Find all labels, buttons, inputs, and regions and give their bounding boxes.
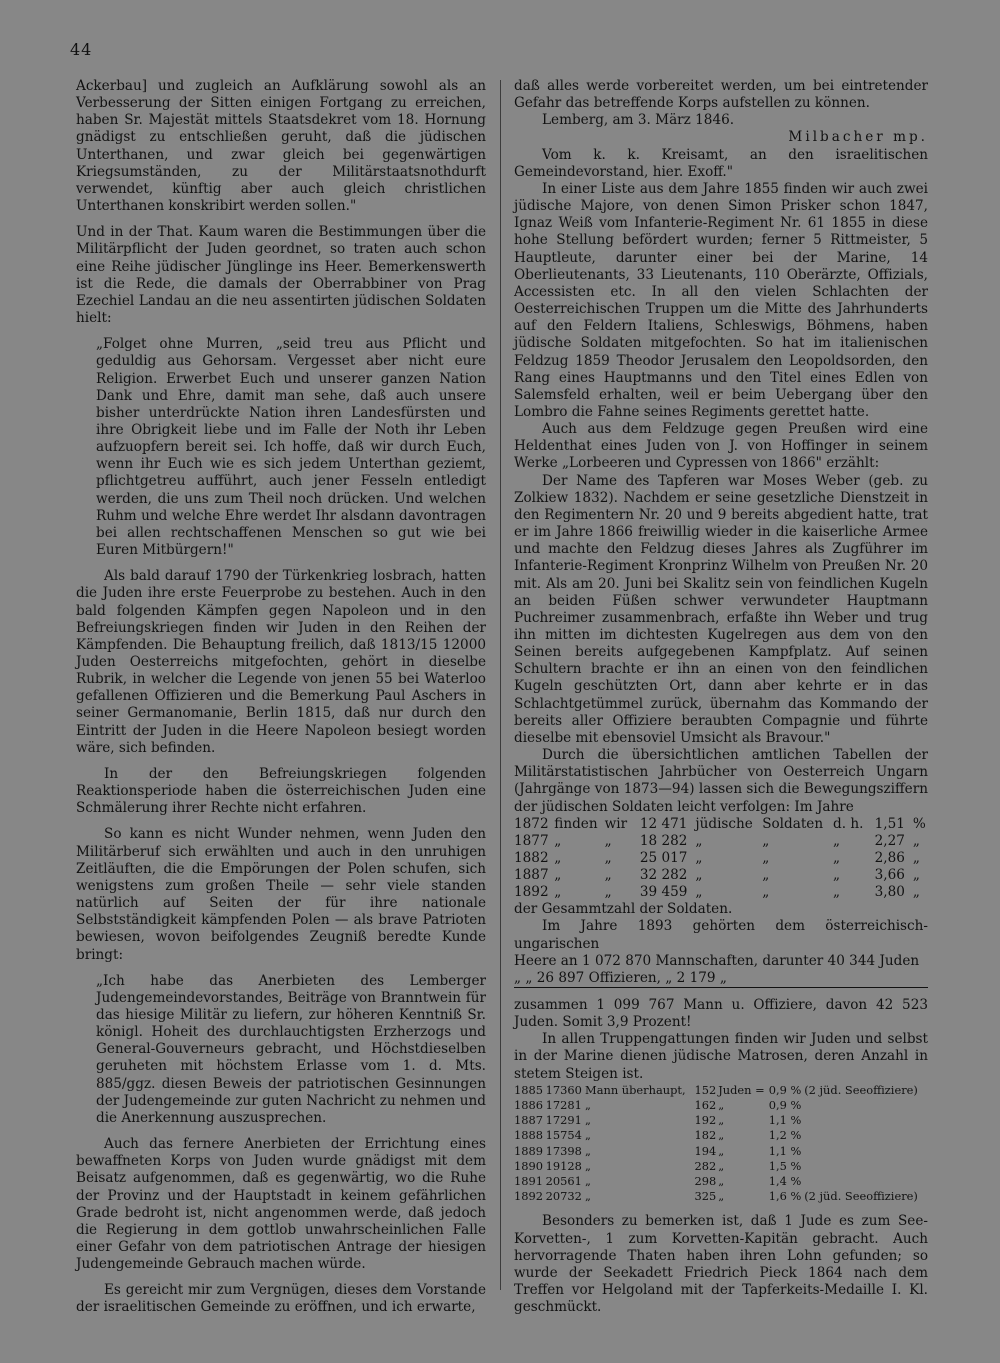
table-cell bbox=[804, 1159, 928, 1174]
table-cell bbox=[804, 1113, 928, 1128]
marine-row bbox=[514, 1098, 928, 1113]
table-cell: 1892 bbox=[514, 1189, 543, 1204]
table-cell: „ bbox=[585, 1173, 591, 1188]
table-cell: jüdische bbox=[695, 815, 753, 832]
table-cell: 17291 bbox=[545, 1113, 582, 1128]
table-cell: „ bbox=[833, 849, 841, 866]
table-cell: finden bbox=[554, 815, 598, 832]
paragraph: Durch die übersichtlichen amtlichen Tabellen der Militärstatistischen Jahrbücher von Oesterreich Ungarn (Jahrgänge von 1873—94) lassen sich die Bewegungsziffern der jüdischen Soldaten leicht verfolgen: Im Jahre bbox=[514, 747, 928, 815]
table-cell: „ bbox=[695, 832, 703, 849]
table-cell: „ bbox=[718, 1158, 725, 1173]
table-cell: 1,2 % bbox=[768, 1128, 802, 1143]
table-cell: 1885 bbox=[514, 1082, 543, 1097]
table-cell: „ bbox=[695, 849, 703, 866]
table-cell: „ bbox=[833, 867, 841, 883]
quote-letter: „Ich habe das Anerbieten des Lemberger Judengemeindevorstandes, Beiträge von Branntwein für das hiesige Militär zu liefern, zur höheren Kenntniß Sr. königl. Hoheit des durchlauchtigsten Erzherzogs und General-Gouverneurs gebracht, und Höchstdieselben geruheten mit höchstem Erlasse vom 1. d. Mts. 885/ggz. diesen Beweis der patriotischen Gesinnungen der Judengemeinde zur guten Nachricht zu nehmen und die Anerkennung auszusprechen. bbox=[96, 972, 486, 1126]
table-cell: „ bbox=[604, 884, 612, 901]
table-cell: „ bbox=[912, 832, 920, 849]
quote-letter-cont: Auch das fernere Anerbieten der Errichtung eines bewaffneten Korps von Juden wurde gnädigst mit dem Beisatz aufgenommen, daß es gegenwärtig, wo die Ruhe der Provinz und der Hauptstadt in keinem gefährlichen Grade bedroht ist, nicht angenommen werde, daß jedoch die Regierung in dem gottlob unwahrscheinlichen Falle einer Gefahr von dem patriotischen Antrage der hiesigen Judengemeinde Gebrauch machen würde. bbox=[76, 1136, 486, 1273]
paragraph: Der Name des Tapferen war Moses Weber (geb. zu Zolkiew 1832). Nachdem er seine gesetzliche Dienstzeit in den Regimentern Nr. 20 und 9 bereits abgedient hatte, trat er im Jahre 1866 freiwillig wieder in die kaiserliche Armee und machte den Feldzug dieses Jahres als Zugführer im Infanterie-Regiment Kronprinz Wilhelm von Preußen Nr. 20 mit. Als am 20. Juni bei Skalitz sein von feindlichen Kugeln an beiden Füßen schwer verwundeter Hauptmann Puchreimer zusammenbrach, erfaßte ihn Weber und trug ihn mitten im dichtesten Kugelregen aus dem von den Seinen bereits aufgegebenen Kampfplatz. Auf seinen Schultern brachte er ihn an einen von den feindlichen Kugeln geschützten Ort, dann aber kehrte er in das Schlachtgetümmel zurück, übernahm das Kommando der bereits aller Offiziere beraubten Compagnie und führte dieselbe mit ebensoviel Umsicht als Bravour." bbox=[514, 472, 928, 746]
table-cell: „ bbox=[762, 832, 770, 849]
paragraph: Als bald darauf 1790 der Türkenkrieg losbrach, hatten die Juden ihre erste Feuerprobe zu bestehen. Auch in den bald folgenden Kämpfen gegen Napoleon und in den Befreiungskriegen finden wir Juden in den Reihen der Kämpfenden. Die Behauptung freilich, daß 1813/15 12000 Juden Oesterreichs mitgefochten, gehört in dieselbe Rubrik, in welcher die Legende von jenen 55 bei Waterloo gefallenen Offizieren und die Bemerkung Paul Aschers in seiner Germanomanie, Berlin 1815, daß nur durch den Eintritt der Juden in die Heere Napoleon besiegt worden wäre, sich befinden. bbox=[76, 568, 486, 756]
table-cell: % bbox=[912, 815, 926, 832]
table-cell: 1882 bbox=[514, 849, 549, 866]
table-cell: „ bbox=[585, 1113, 591, 1128]
table-cell: 182 bbox=[694, 1128, 717, 1143]
table-cell: Soldaten bbox=[762, 815, 824, 832]
table-cell: 3,80 bbox=[874, 884, 905, 901]
table-cell: 1,5 % bbox=[768, 1158, 802, 1173]
army-1893-line: Im Jahre 1893 gehörten dem österreichisch-ungarischen bbox=[514, 918, 928, 952]
left-column bbox=[76, 78, 486, 1317]
table-cell: „ bbox=[585, 1158, 591, 1173]
table-cell: „ bbox=[718, 1173, 725, 1188]
table-cell: 3,66 bbox=[874, 867, 905, 883]
table-cell: 39 459 bbox=[639, 884, 688, 901]
table-cell bbox=[804, 1128, 928, 1143]
table-cell: 162 bbox=[694, 1097, 717, 1112]
table-cell: 0,9 % bbox=[768, 1097, 802, 1112]
table-cell: 19128 bbox=[545, 1158, 582, 1173]
quote-landau: „Folget ohne Murren, „seid treu aus Pflicht und geduldig aus Gehorsam. Vergesset aber nicht eure Religion. Erwerbet Euch und unserer ganzen Nation Dank und Ehre, damit man sehe, daß auch unsere bisher unterdrückte Nation ihren Landesfürsten und ihre Obrigkeit liebe und im Falle der Noth ihr Leben aufzuopfern bereit sei. Ich hoffe, daß wir durch Euch, wenn ihr Euch wie es sich jedem Unterthan geziemt, pflichtgetreu aufführt, auch jener Fesseln entledigt werden, die uns zum Theil noch drücken. Und welchen Ruhm und welche Ehre werdet Ihr alsdann davontragen bei allen rechtschaffenen Menschen so gut wie bei Euren Mitbürgern!" bbox=[96, 336, 486, 559]
table-cell: 2,86 bbox=[874, 849, 905, 866]
table-cell: 194 bbox=[694, 1143, 717, 1158]
stats-row bbox=[514, 833, 928, 850]
table-cell: 1890 bbox=[514, 1158, 543, 1173]
paragraph: In einer Liste aus dem Jahre 1855 finden wir auch zwei jüdische Majore, von denen Simon Prisker schon 1847, Ignaz Weiß vom Infanterie-Regiment Nr. 61 1855 in diese hohe Stellung befördert wurden; ferner 5 Rittmeister, 5 Hauptleute, darunter einer bei der Marine, 14 Oberlieutenants, 33 Lieutenants, 110 Oberärzte, Offizials, Accessisten etc. In all den vielen Schlachten der Oesterreichischen Truppen um die Mitte des Jahrhunderts auf den Feldern Italiens, Schleswigs, Böhmens, haben jüdische Soldaten mitgefochten. So hat im italienischen Feldzug 1859 Theodor Jerusalem den Leopoldsorden, den Rang eines Hauptmanns und den Titel eines Edlen von Salemsfeld erhalten, weil er beim Uebergang über den Lombro die Fahne seines Regiments gerettet hatte. bbox=[514, 180, 928, 420]
soldier-stats-table bbox=[514, 816, 928, 901]
table-cell: 1888 bbox=[514, 1128, 543, 1143]
table-cell: „ bbox=[695, 884, 703, 901]
table-cell: „ bbox=[585, 1128, 591, 1143]
stats-row bbox=[514, 867, 928, 884]
quote-letter-cont: Es gereicht mir zum Vergnügen, dieses dem Vorstande der israelitischen Gemeinde zu eröffnen, und ich erwarte, bbox=[76, 1282, 486, 1316]
table-cell: „ bbox=[695, 867, 703, 883]
paragraph: der Gesammtzahl der Soldaten. bbox=[514, 901, 733, 918]
table-cell bbox=[804, 1144, 928, 1159]
stats-row bbox=[514, 884, 928, 901]
paragraph: daß alles werde vorbereitet werden, um bei eintretender Gefahr das betreffende Korps aufstellen zu können. bbox=[514, 78, 928, 112]
stats-row bbox=[514, 816, 928, 833]
table-cell: 17398 bbox=[545, 1143, 582, 1158]
table-cell: „ bbox=[833, 884, 841, 901]
dateline: Lemberg, am 3. März 1846. bbox=[542, 112, 735, 129]
marine-row bbox=[514, 1189, 928, 1204]
table-cell: 1877 bbox=[514, 832, 549, 849]
table-cell: 325 bbox=[694, 1189, 717, 1204]
table-cell: „ bbox=[554, 832, 562, 849]
table-cell: 2,27 bbox=[874, 832, 905, 849]
table-cell: „ bbox=[554, 849, 562, 866]
table-cell: „ bbox=[718, 1097, 725, 1112]
table-cell: 32 282 bbox=[639, 867, 688, 883]
table-cell: Mann überhaupt, bbox=[585, 1082, 686, 1097]
table-cell: „ bbox=[762, 867, 770, 883]
table-cell: 15754 bbox=[545, 1128, 582, 1143]
table-cell: 1889 bbox=[514, 1143, 543, 1158]
table-cell: 298 bbox=[694, 1173, 717, 1188]
table-cell: (2 jüd. Seeoffiziere) bbox=[804, 1082, 918, 1097]
table-cell: „ bbox=[604, 849, 612, 866]
table-cell: 25 017 bbox=[639, 849, 688, 866]
table-cell bbox=[804, 1098, 928, 1113]
table-cell: 1892 bbox=[514, 884, 549, 901]
marine-row bbox=[514, 1174, 928, 1189]
paragraph: Auch aus dem Feldzuge gegen Preußen wird eine Heldenthat eines Juden von J. von Hoffinger in seinem Werke „Lorbeeren und Cypressen von 1866" erzählt: bbox=[514, 421, 928, 472]
table-cell: 1872 bbox=[514, 815, 549, 832]
table-cell: d. h. bbox=[833, 815, 864, 832]
table-cell: 282 bbox=[694, 1158, 717, 1173]
army-1893-line: Heere an 1 072 870 Mannschaften, darunter 40 344 Juden bbox=[514, 952, 920, 969]
table-cell: 0,9 % bbox=[768, 1082, 802, 1097]
table-cell: (2 jüd. Seeoffiziere) bbox=[804, 1189, 918, 1204]
table-cell: „ bbox=[833, 832, 841, 849]
table-cell: 17360 bbox=[545, 1082, 582, 1097]
table-cell: wir bbox=[604, 815, 628, 832]
page-number: 44 bbox=[70, 40, 93, 59]
table-cell: 1,6 % bbox=[768, 1189, 802, 1204]
column-divider bbox=[500, 80, 501, 1290]
table-cell: „ bbox=[604, 867, 612, 883]
paragraph: In der den Befreiungskriegen folgenden Reaktionsperiode haben die österreichischen Juden eine Schmälerung ihrer Rechte nicht erfahren. bbox=[76, 765, 486, 817]
paragraph: Besonders zu bemerken ist, daß 1 Jude es zum See-Korvetten-, 1 zum Korvetten-Kapitän gebracht. Auch hervorragende Thaten haben ihren Lohn gefunden; so wurde der Seekadett Friedrich Pieck 1864 nach dem Treffen vor Helgoland mit der Tapferkeits-Medaille I. Kl. geschmückt. bbox=[514, 1213, 928, 1316]
table-cell: 18 282 bbox=[639, 832, 688, 849]
table-cell: „ bbox=[718, 1128, 725, 1143]
paragraph: So kann es nicht Wunder nehmen, wenn Juden den Militärberuf sich erwählten und auch in den unruhigen Zeitläuften, die die Empörungen der Polen schufen, sich wenigstens zum großen Theile — sehr viele standen natürlich auf Seiten der für ihre nationale Selbstständigkeit kämpfenden Polen — als brave Patrioten bewiesen, wovon beifolgendes Zeugniß beredte Kunde bringt: bbox=[76, 826, 486, 963]
table-cell: 20732 bbox=[545, 1189, 582, 1204]
table-cell: 1,1 % bbox=[768, 1143, 802, 1158]
paragraph: Und in der That. Kaum waren die Bestimmungen über die Militärpflicht der Juden geordnet, so traten auch schon eine Reihe jüdischer Jünglinge ins Heer. Bemerkenswerth ist die Rede, die damals der Oberrabbiner von Prag Ezechiel Landau an die neu assentirten jüdischen Soldaten hielt: bbox=[76, 224, 486, 327]
paragraph: Ackerbau] und zugleich an Aufklärung sowohl als an Verbesserung der Sitten einigen Fortgang zu erreichen, haben Sr. Majestät mittels Staatsdekret vom 18. Hornung gnädigst zu entschließen geruht, daß die jüdischen Unterthanen, und zwar gleich bei gegenwärtigen Kriegsumständen, zu der Militärstaatsnothdurft verwendet, künftig aber auch gleich christlichen Unterthanen konskribirt werden sollen." bbox=[76, 78, 486, 215]
table-cell: 152 bbox=[694, 1082, 717, 1097]
signature: Milbacher mp. bbox=[788, 129, 928, 146]
table-cell: „ bbox=[585, 1189, 591, 1204]
table-cell: „ bbox=[585, 1097, 591, 1112]
table-cell: 1887 bbox=[514, 1113, 543, 1128]
table-cell: Juden = bbox=[718, 1082, 765, 1097]
table-cell: „ bbox=[762, 884, 770, 901]
paragraph: Vom k. k. Kreisamt, an den israelitischen Gemeindevorstand, hier. Exoff." bbox=[514, 146, 928, 180]
army-1893-line: „ „ 26 897 Offizieren, „ 2 179 „ bbox=[514, 970, 928, 988]
table-cell: 12 471 bbox=[639, 815, 688, 832]
table-cell: 20561 bbox=[545, 1173, 582, 1188]
table-cell: „ bbox=[604, 832, 612, 849]
table-cell: „ bbox=[718, 1143, 725, 1158]
table-cell: „ bbox=[762, 849, 770, 866]
table-cell: „ bbox=[554, 884, 562, 901]
table-cell: 192 bbox=[694, 1113, 717, 1128]
table-cell: „ bbox=[912, 849, 920, 866]
marine-row bbox=[514, 1113, 928, 1128]
stats-row bbox=[514, 850, 928, 867]
table-cell: „ bbox=[912, 884, 920, 901]
army-1893-total: zusammen 1 099 767 Mann u. Offiziere, davon 42 523 Juden. Somit 3,9 Prozent! bbox=[514, 996, 928, 1031]
table-cell: 1,51 bbox=[874, 815, 905, 832]
marine-row bbox=[514, 1144, 928, 1159]
table-cell: „ bbox=[912, 867, 920, 883]
table-cell: „ bbox=[718, 1113, 725, 1128]
table-cell: 1,4 % bbox=[768, 1173, 802, 1188]
table-cell bbox=[804, 1174, 928, 1189]
marine-row bbox=[514, 1083, 928, 1098]
right-column bbox=[514, 78, 928, 1316]
marine-stats-table bbox=[514, 1083, 928, 1205]
table-cell: 17281 bbox=[545, 1097, 582, 1112]
table-cell: 1,1 % bbox=[768, 1113, 802, 1128]
table-cell: „ bbox=[554, 867, 562, 883]
table-cell: 1891 bbox=[514, 1173, 543, 1188]
table-cell: 1887 bbox=[514, 867, 549, 883]
table-cell: 1886 bbox=[514, 1097, 543, 1112]
table-cell: „ bbox=[718, 1189, 725, 1204]
marine-row bbox=[514, 1128, 928, 1143]
marine-row bbox=[514, 1159, 928, 1174]
paragraph: In allen Truppengattungen finden wir Juden und selbst in der Marine dienen jüdische Matrosen, deren Anzahl in stetem Steigen ist. bbox=[514, 1031, 928, 1082]
table-cell: „ bbox=[585, 1143, 591, 1158]
